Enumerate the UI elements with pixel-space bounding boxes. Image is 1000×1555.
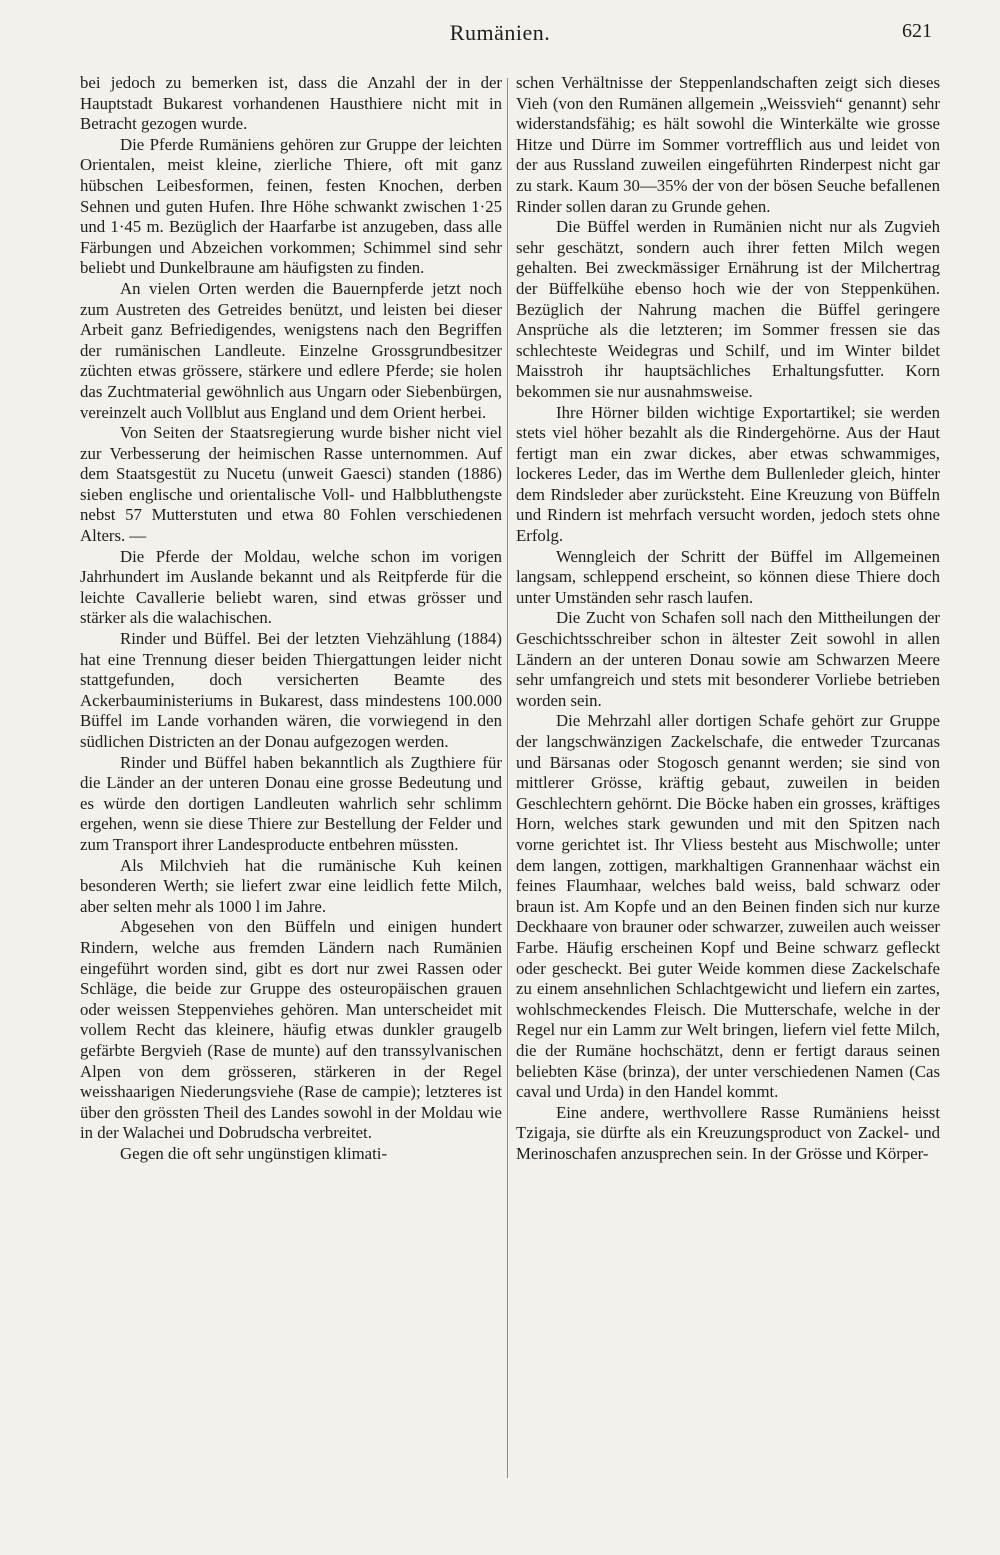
paragraph: Ihre Hörner bilden wichtige Exportartikel; sie werden stets viel höher bezahlt als die Rindergehörne. Aus der Haut fertigt man ein zwar dickes, aber etwas schwammiges, lockeres Leder, das im Werthe dem Bullenleder gleich, hinter dem Rindsleder aber zurücksteht. Eine Kreuzung von Büffeln und Rindern ist mehrfach versucht worden, jedoch stets ohne Erfolg. [516, 402, 940, 546]
paragraph: bei jedoch zu bemerken ist, dass die Anzahl der in der Hauptstadt Bukarest vorhandenen Hausthiere nicht mit in Betracht gezogen wurde. [80, 73, 502, 134]
running-title: Rumänien. [449, 20, 551, 45]
page-header [0, 18, 1000, 48]
column-divider [507, 78, 508, 1478]
paragraph: Rinder und Büffel haben bekanntlich als Zugthiere für die Länder an der unteren Donau eine grosse Bedeutung und es würde den dortigen Landleuten wahrlich sehr schlimm ergehen, wenn sie diese Thiere zur Bestellung der Felder und zum Transport ihrer Landesproducte entbehren müssten. [80, 752, 502, 854]
paragraph: Als Milchvieh hat die rumänische Kuh keinen besonderen Werth; sie liefert zwar eine leidlich fette Milch, aber selten mehr als 1000 l im Jahre. [80, 855, 502, 916]
paragraph: Die Pferde der Moldau, welche schon im vorigen Jahrhundert im Auslande bekannt und als Reitpferde für die leichte Cavallerie beliebt waren, sind etwas grösser und stärker als die walachischen. [80, 546, 502, 628]
paragraph: Gegen die oft sehr ungünstigen klimati- [120, 1143, 388, 1163]
paragraph: An vielen Orten werden die Bauernpferde jetzt noch zum Austreten des Getreides benützt, und leisten bei dieser Arbeit ganz Befriedigendes, wenigstens nach den Begriffen der rumänischen Landleute. Einzelne Grossgrundbesitzer züchten etwas grössere, stärkere und edlere Pferde; sie holen das Zuchtmaterial gewöhnlich aus Ungarn oder Siebenbürgen, vereinzelt auch Vollblut aus England und dem Orient herbei. [80, 278, 502, 422]
left-column [80, 73, 502, 1164]
paragraph: Rinder und Büffel. Bei der letzten Viehzählung (1884) hat eine Trennung dieser beiden Thiergattungen leider nicht stattgefunden, doch versicherten Beamte des Ackerbauministeriums in Bukarest, dass mindestens 100.000 Büffel im Lande vorhanden wären, die vorwiegend in den südlichen Districten an der Donau aufgezogen werden. [80, 629, 502, 751]
paragraph: Von Seiten der Staatsregierung wurde bisher nicht viel zur Verbesserung der heimischen Rasse unternommen. Auf dem Staatsgestüt zu Nucetu (unweit Gaesci) standen (1886) sieben englische und orientalische Voll- und Halbbluthengste nebst 57 Mutterstuten und etwa 80 Fohlen verschiedenen Alters. — [80, 423, 502, 546]
paragraph: Eine andere, werthvollere Rasse Rumäniens heisst Tzigaja, sie dürfte als ein Kreuzungsproduct von Zackel- und Merinoschafen anzusprechen sein. In der Grösse und Körper- [516, 1102, 940, 1163]
paragraph: schen Verhältnisse der Steppenlandschaften zeigt sich dieses Vieh (von den Rumänen allgemein „Weissvieh“ genannt) sehr widerstandsfähig; es hält sowohl die Winterkälte wie grosse Hitze und Dürre im Sommer vortrefflich aus und leidet von der aus Russland zuweilen eingeführten Rinderpest nicht gar zu stark. Kaum 30—35% der von der bösen Seuche befallenen Rinder sollen daran zu Grunde gehen. [516, 73, 940, 216]
paragraph: Die Zucht von Schafen soll nach den Mittheilungen der Geschichtsschreiber schon in ältester Zeit sowohl in allen Ländern an der unteren Donau sowie am Schwarzen Meere sehr umfangreich und stets mit besonderer Vorliebe betrieben worden sein. [516, 608, 940, 710]
page-number: 621 [902, 20, 932, 42]
paragraph: Wenngleich der Schritt der Büffel im Allgemeinen langsam, schleppend erscheint, so können diese Thiere doch unter Umständen sehr rasch laufen. [516, 546, 940, 607]
paragraph: Abgesehen von den Büffeln und einigen hundert Rindern, welche aus fremden Ländern nach Rumänien eingeführt worden sind, gibt es dort nur zwei Rassen oder Schläge, die beide zur Gruppe des osteuropäischen grauen oder weissen Steppenviehes gehören. Man unterscheidet mit vollem Recht das kleinere, häufig etwas dunkler graugelb gefärbte Bergvieh (Rase de munte) auf den transsylvanischen Alpen von dem grösseren, stärkeren in der Regel weisshaarigen Niederungsviehe (Rase de campie); letzteres ist über den grössten Theil des Landes sowohl in der Moldau wie in der Walachei und Dobrudscha verbreitet. [80, 917, 502, 1143]
right-column [516, 73, 940, 1164]
paragraph: Die Mehrzahl aller dortigen Schafe gehört zur Gruppe der langschwänzigen Zackelschafe, die entweder Tzurcanas und Bärsanas oder Stogosch genannt werden; sie sind von mittlerer Grösse, kräftig gebaut, zuweilen in beiden Geschlechtern gehörnt. Die Böcke haben ein grosses, kräftiges Horn, welches stark gewunden und mit den Spitzen nach vorne gerichtet ist. Ihr Vliess besteht aus Mischwolle; unter dem langen, zottigen, markhaltigen Grannenhaar wächst ein feines Flaumhaar, welches bald weiss, bald schwarz oder braun ist. Am Kopfe und an den Beinen finden sich nur kurze Deckhaare von brauner oder schwarzer, zuweilen auch weisser Farbe. Häufig erscheinen Kopf und Beine schwarz gefleckt oder gescheckt. Bei guter Weide kommen diese Zackelschafe zu einem ansehnlichen Schlachtgewicht und liefern ein zartes, wohlschmeckendes Fleisch. Die Mutterschafe, welche in der Regel nur ein Lamm zur Welt bringen, liefern viel fette Milch, die der Rumäne hochschätzt, denn er fertigt daraus seinen beliebten Käse (brinza), der unter verschiedenen Namen (Cas caval und Urda) in den Handel kommt. [516, 711, 940, 1102]
paragraph: Die Büffel werden in Rumänien nicht nur als Zugvieh sehr geschätzt, sondern auch ihrer fetten Milch wegen gehalten. Bei zweckmässiger Ernährung ist der Milchertrag der Büffelkühe ebenso hoch wie der von Steppenkühen. Bezüglich der Nahrung machen die Büffel geringere Ansprüche als die letzteren; im Sommer fressen sie das schlechteste Weidegras und Schilf, und im Winter bildet Maisstroh ihr hauptsächliches Erhaltungsfutter. Korn bekommen sie nur ausnahmsweise. [516, 217, 940, 401]
paragraph: Die Pferde Rumäniens gehören zur Gruppe der leichten Orientalen, meist kleine, zierliche Thiere, oft mit ganz hübschen Leibesformen, feinen, festen Knochen, derben Sehnen und guten Hufen. Ihre Höhe schwankt zwischen 1·25 und 1·45 m. Bezüglich der Haarfarbe ist anzugeben, dass alle Färbungen und Abzeichen vorkommen; Schimmel sind sehr beliebt und Dunkelbraune am häufigsten zu finden. [80, 134, 502, 278]
